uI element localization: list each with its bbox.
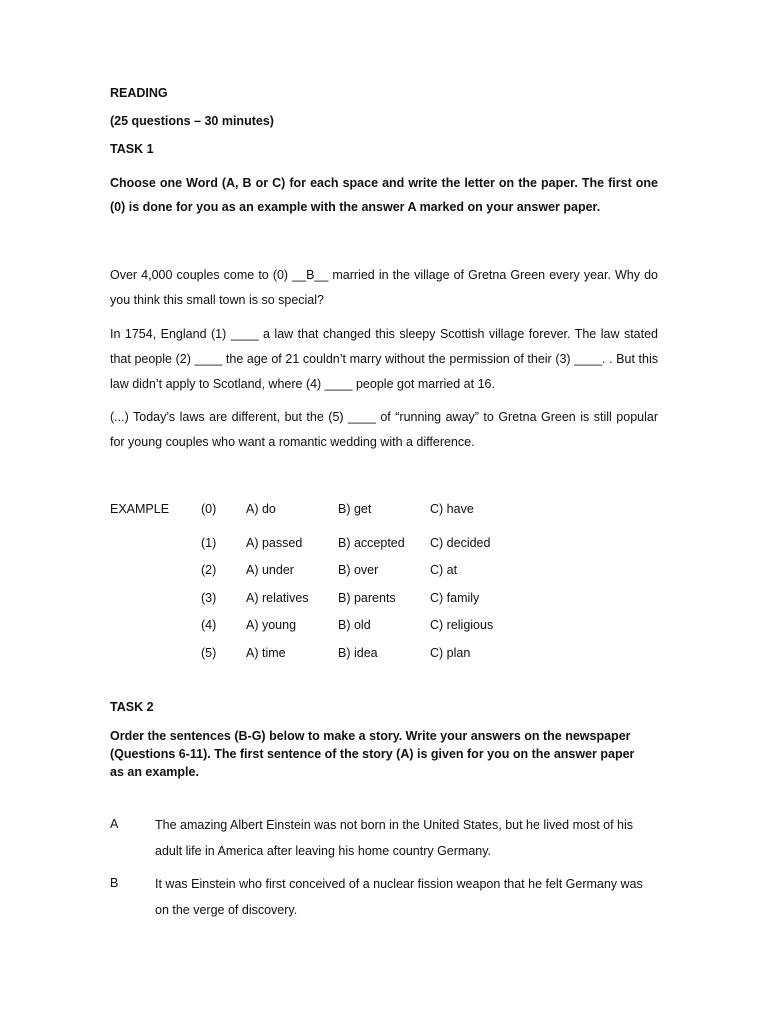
option-b: B) idea bbox=[338, 646, 378, 660]
option-row bbox=[110, 618, 610, 638]
section-subtitle: (25 questions – 30 minutes) bbox=[110, 114, 274, 128]
option-row-label: EXAMPLE bbox=[110, 502, 170, 516]
sentence-letter-a: A bbox=[110, 817, 119, 831]
option-b: B) get bbox=[338, 502, 372, 516]
section-title: READING bbox=[110, 86, 168, 100]
passage-paragraph-2: In 1754, England (1) ____ a law that changed this sleepy Scottish village forever. The law stated that people (2) ____ the age of 21 couldn’t marry without the permission of their (3) ____. . But this law didn’t apply to Scotland, where (4) ____ people got married at 16. bbox=[110, 327, 658, 391]
option-number: (0) bbox=[201, 502, 217, 516]
passage-paragraph-1: Over 4,000 couples come to (0) __B__ married in the village of Gretna Green every year. Why do you think this small town is so special? bbox=[110, 268, 658, 307]
task2-label: TASK 2 bbox=[110, 700, 154, 714]
task1-label: TASK 1 bbox=[110, 142, 154, 156]
option-row bbox=[110, 646, 610, 666]
option-number: (2) bbox=[201, 563, 217, 577]
option-b: B) accepted bbox=[338, 536, 405, 550]
option-number: (5) bbox=[201, 646, 217, 660]
option-row-example bbox=[110, 502, 610, 522]
option-a: A) passed bbox=[246, 536, 303, 550]
option-b: B) over bbox=[338, 563, 379, 577]
sentence-text-a: The amazing Albert Einstein was not born in the United States, but he lived most of his adult life in America after leaving his home country Germany. bbox=[155, 818, 634, 858]
option-a: A) under bbox=[246, 563, 294, 577]
option-number: (1) bbox=[201, 536, 217, 550]
option-row bbox=[110, 563, 610, 583]
option-c: C) have bbox=[430, 502, 474, 516]
task2-instruction: Order the sentences (B-G) below to make a story. Write your answers on the newspaper (Questions 6-11). The first sentence of the story (A) is given for you on the answer paper as an example. bbox=[110, 729, 635, 779]
option-c: C) plan bbox=[430, 646, 471, 660]
option-row bbox=[110, 536, 610, 556]
passage-paragraph-3: (...) Today’s laws are different, but the (5) ____ of “running away” to Gretna Green is still popular for young couples who want a romantic wedding with a difference. bbox=[110, 410, 658, 449]
option-c: C) family bbox=[430, 591, 480, 605]
option-c: C) decided bbox=[430, 536, 491, 550]
option-row bbox=[110, 591, 610, 611]
sentence-letter-b: B bbox=[110, 876, 119, 890]
option-number: (4) bbox=[201, 618, 217, 632]
option-b: B) parents bbox=[338, 591, 396, 605]
option-b: B) old bbox=[338, 618, 371, 632]
option-a: A) do bbox=[246, 502, 276, 516]
option-number: (3) bbox=[201, 591, 217, 605]
option-c: C) at bbox=[430, 563, 458, 577]
option-c: C) religious bbox=[430, 618, 494, 632]
sentence-text-b: It was Einstein who first conceived of a nuclear fission weapon that he felt Germany was on the verge of discovery. bbox=[155, 877, 643, 917]
option-a: A) young bbox=[246, 618, 297, 632]
option-a: A) relatives bbox=[246, 591, 309, 605]
option-a: A) time bbox=[246, 646, 286, 660]
task1-instruction: Choose one Word (A, B or C) for each space and write the letter on the paper. The first one (0) is done for you as an example with the answer A marked on your answer paper. bbox=[110, 176, 658, 214]
